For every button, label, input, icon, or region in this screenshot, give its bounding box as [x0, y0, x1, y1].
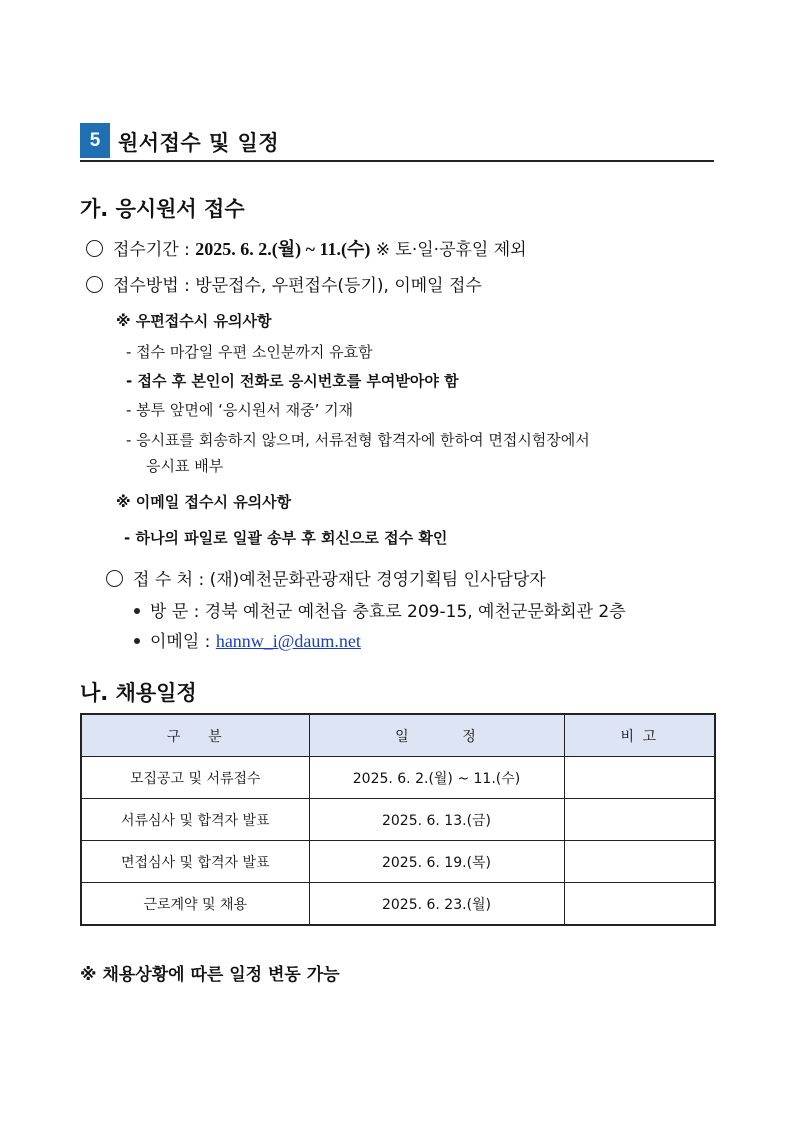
- row-category: 근로계약 및 채용: [81, 883, 309, 926]
- section-number-badge: 5: [80, 123, 110, 158]
- table-header-row: [81, 714, 715, 757]
- application-method: [86, 271, 482, 296]
- mail-notice-item: - 접수 마감일 우편 소인분까지 유효함: [126, 343, 373, 361]
- row-remarks: [564, 841, 715, 883]
- recipient-visit: [134, 597, 626, 622]
- footer-note: ※ 채용상황에 따른 일정 변동 가능: [80, 965, 340, 985]
- row-remarks: [564, 799, 715, 841]
- email-link[interactable]: hannw_i@daum.net: [215, 631, 361, 651]
- mail-notice-title: ※ 우편접수시 유의사항: [116, 312, 272, 330]
- period-note: ※ 토·일·공휴일 제외: [370, 240, 527, 260]
- table-row: [81, 883, 715, 926]
- section-title: 원서접수 및 일정: [118, 131, 280, 155]
- table-row: [81, 841, 715, 883]
- recipient-email: [134, 627, 361, 652]
- email-notice-item: - 하나의 파일로 일괄 송부 후 회신으로 접수 확인: [124, 529, 448, 547]
- circle-bullet-icon: [86, 240, 103, 257]
- row-category: 서류심사 및 합격자 발표: [81, 799, 309, 841]
- row-date: 2025. 6. 13.(금): [309, 799, 564, 841]
- row-category: 면접심사 및 합격자 발표: [81, 841, 309, 883]
- mail-notice-item: - 접수 후 본인이 전화로 응시번호를 부여받아야 함: [126, 372, 459, 390]
- mail-notice-item: 응시표 배부: [146, 457, 224, 475]
- header-category: 구 분: [81, 714, 309, 757]
- period-dates: 2025. 6. 2.(월) ~ 11.(수): [195, 239, 371, 259]
- row-date: 2025. 6. 2.(월) ~ 11.(수): [309, 757, 564, 799]
- bullet-dot-icon: [134, 608, 140, 614]
- recipient: [106, 565, 546, 590]
- mail-notice-item: - 봉투 앞면에 ‘응시원서 재중’ 기재: [126, 401, 354, 419]
- email-notice-title: ※ 이메일 접수시 유의사항: [116, 493, 292, 511]
- row-date: 2025. 6. 19.(목): [309, 841, 564, 883]
- row-remarks: [564, 883, 715, 926]
- mail-notice-item: - 응시표를 회송하지 않으며, 서류전형 합격자에 한하여 면접시험장에서: [126, 431, 590, 449]
- visit-address: 방 문 : 경북 예천군 예천읍 충효로 209-15, 예천군문화회관 2층: [150, 602, 626, 622]
- method-text: 접수방법 : 방문접수, 우편접수(등기), 이메일 접수: [113, 276, 482, 296]
- circle-bullet-icon: [106, 570, 123, 587]
- period-label: 접수기간 :: [113, 240, 196, 260]
- schedule-table: [80, 713, 716, 926]
- email-label: 이메일 :: [150, 632, 216, 652]
- section-header: [80, 123, 714, 162]
- application-heading: 가. 응시원서 접수: [80, 197, 245, 221]
- table-row: [81, 799, 715, 841]
- application-period: [86, 235, 527, 261]
- circle-bullet-icon: [86, 276, 103, 293]
- table-row: [81, 757, 715, 799]
- row-remarks: [564, 757, 715, 799]
- header-date: 일 정: [309, 714, 564, 757]
- row-date: 2025. 6. 23.(월): [309, 883, 564, 926]
- header-remarks: 비 고: [564, 714, 715, 757]
- recipient-label: 접 수 처 : (재)예천문화관광재단 경영기획팀 인사담당자: [133, 570, 546, 590]
- bullet-dot-icon: [134, 638, 140, 644]
- row-category: 모집공고 및 서류접수: [81, 757, 309, 799]
- schedule-heading: 나. 채용일정: [80, 681, 197, 705]
